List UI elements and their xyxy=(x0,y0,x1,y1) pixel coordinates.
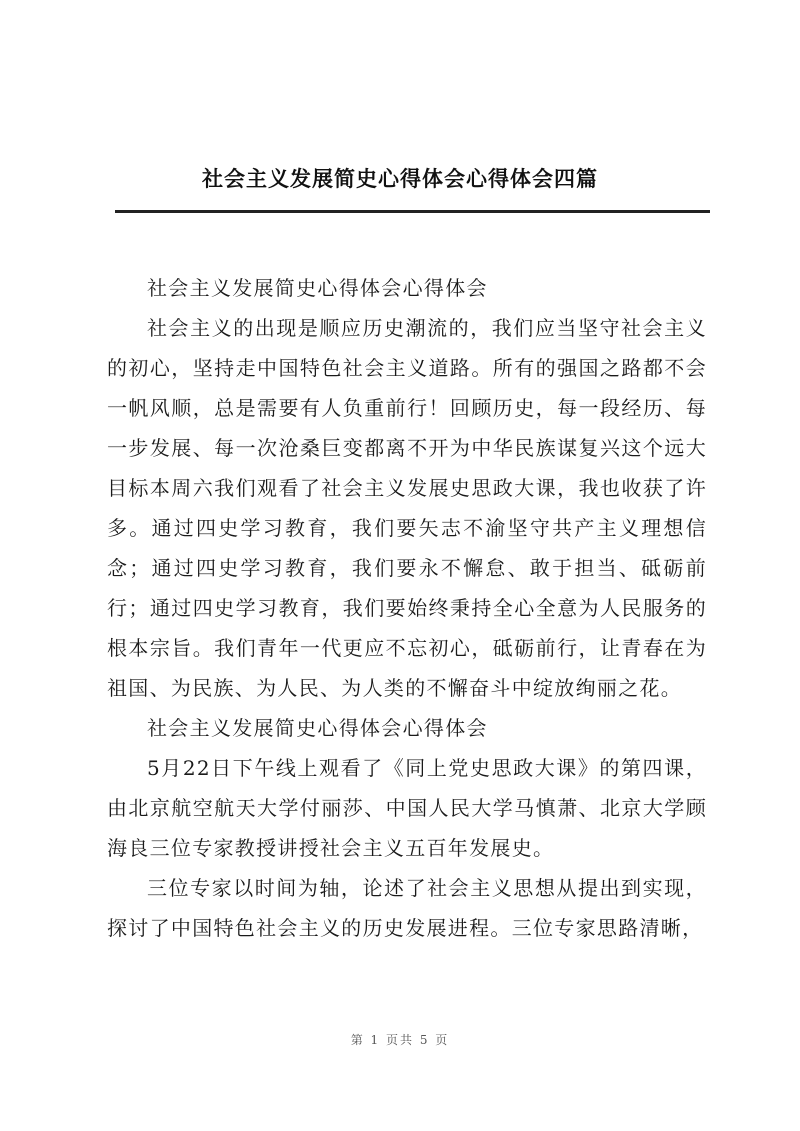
paragraph-heading-2: 社会主义发展简史心得体会心得体会 xyxy=(147,716,488,740)
document-body xyxy=(107,268,707,948)
title-divider xyxy=(115,210,710,213)
paragraph-1: 社会主义的出现是顺应历史潮流的，我们应当坚守社会主义的初心，坚持走中国特色社会主义道路。所有的强国之路都不会一帆风顺，总是需要有人负重前行！回顾历史，每一段经历、每一步发展、每一次沧桑巨变都离不开为中华民族谋复兴这个远大目标本周六我们观看了社会主义发展史思政大课，我也收获了许多。通过四史学习教育，我们要矢志不渝坚守共产主义理想信念；通过四史学习教育，我们要永不懈怠、敢于担当、砥砺前行；通过四史学习教育，我们要始终秉持全心全意为人民服务的根本宗旨。我们青年一代更应不忘初心，砥砺前行，让青春在为祖国、为民族、为人民、为人类的不懈奋斗中绽放绚丽之花。 xyxy=(107,316,707,700)
document-title: 社会主义发展简史心得体会心得体会四篇 xyxy=(202,166,598,191)
paragraph-3: 三位专家以时间为轴，论述了社会主义思想从提出到实现，探讨了中国特色社会主义的历史发展进程。三位专家思路清晰， xyxy=(107,876,707,940)
paragraph-2: 5月22日下午线上观看了《同上党史思政大课》的第四课，由北京航空航天大学付丽莎、中国人民大学马慎萧、北京大学顾海良三位专家教授讲授社会主义五百年发展史。 xyxy=(107,756,707,860)
page-footer: 第 1 页共 5 页 xyxy=(350,1033,450,1047)
paragraph-heading-1: 社会主义发展简史心得体会心得体会 xyxy=(147,276,488,300)
